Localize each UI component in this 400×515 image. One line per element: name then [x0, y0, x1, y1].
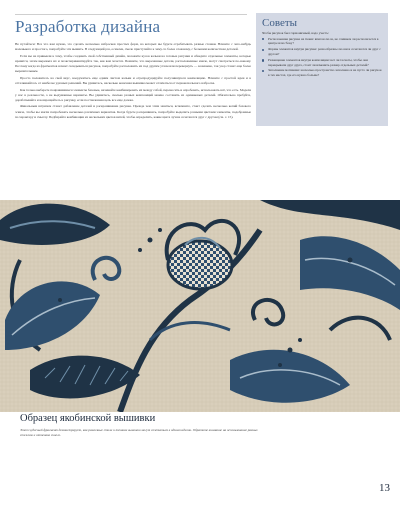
paragraph: Как только выберете понравившиеся элементы базовые, начинайте комбинировать их между собой, переносить и опробовать, использовать всё, что есть. Модели у нас в реальности, а не выдуманные варианты. Вы удивитесь, сколько разных композиций можно составить из одинаковых деталей. Обязательно пробуйте, дорабатывайте и возвращайтесь к рисунку, если поставленная цель все еще далека.	[15, 87, 251, 102]
tip-item: Размещение элементов внутри композиции: нет ли тесноты, чтобы они перекрывали друг друга, стоит ли изменить размер отдельных деталей?	[262, 58, 383, 67]
top-rule	[15, 14, 247, 15]
tips-list	[262, 37, 383, 78]
tips-sidebar	[256, 13, 388, 126]
sidebar-title: Советы	[262, 17, 298, 29]
caption-text: Этот чудесный фрагмент демонстрирует, как различные стили и техники вышивки могут сочетаться в одном изделии. Обратите внимание на использование разных стежков и оттенков синего.	[20, 428, 258, 437]
page-title: Разработка дизайна	[15, 17, 161, 36]
main-text-column	[15, 42, 251, 121]
paragraph: Финальным штрихом станет добавление деталей и раскрашивание рисунка. Прежде чем этим заняться, вспомните, стоит сделать несколько копий базового эскиза, чтобы вы могли попробовать несколько различных вариантов. Когда будете раскрашивать, попробуйте выделить разными цветами элементы, подобранные по характеру и смыслу. Подбирайте комбинации из нескольких цветов нитей, чтобы определить, какие цвета лучше сочетаются друг с другом (см. с. 15).	[15, 104, 251, 119]
page-number: 13	[379, 482, 390, 494]
paragraph: Просто положитесь на свой вкус, вооружитесь еще одним листом кальки и отрепродуцируйте получившуюся композицию. Начните с простой идеи и в отталкивайтесь от наиболее удачных решений. Вы удивитесь, насколько конечная вышивка может отличаться от первоначального наброска.	[15, 75, 251, 85]
paragraph: Не пугайтесь! Все что вам нужно, это сделать несколько набросков простых форм, на которых вы будете отрабатывать разные стежки. Начните с чего-нибудь маленького и простого, попробуйте эти вышить. В следующий раз, осмелев, смело приступайте к чему-то более сложному, с большим количеством деталей.	[15, 42, 251, 52]
caption-title: Образец якобинской вышивки	[20, 413, 156, 424]
tip-item: Формы элементов внутри рисунка: разнообразны ли они и сочетаются ли друг с другом?	[262, 47, 383, 56]
tip-item: Расположение рисунка на ткани: вписан ли он, не слишком ли располагается в центре или сбоку?	[262, 37, 383, 46]
tip-item: Заполнение мотивами: насколько пространство заполнено и не пусто ли рисунок в тех местах, где его нужно больше?	[262, 68, 383, 77]
sidebar-lead: Чтобы рисунок был гармоничный, надо учесть:	[262, 31, 329, 35]
paragraph: Если вы не привыкли к тому, чтобы создавать свой собственный дизайн, положите кусок кальки на готовые рисунки и обведите отдельные элементы, которые нравятся, затем вырежьте их и поэкспериментируйте так, как вам хочется. Помните, что вырезанные детали, расположенные иначе, могут смотреться по-новому. Поэтому когда из фрагментов начнет складываться рисунок, попробуйте расположить их под другим углом или перевернуть — возможно, так узор станет еще более выразительным.	[15, 53, 251, 74]
jacobean-embroidery-photo	[0, 200, 400, 412]
